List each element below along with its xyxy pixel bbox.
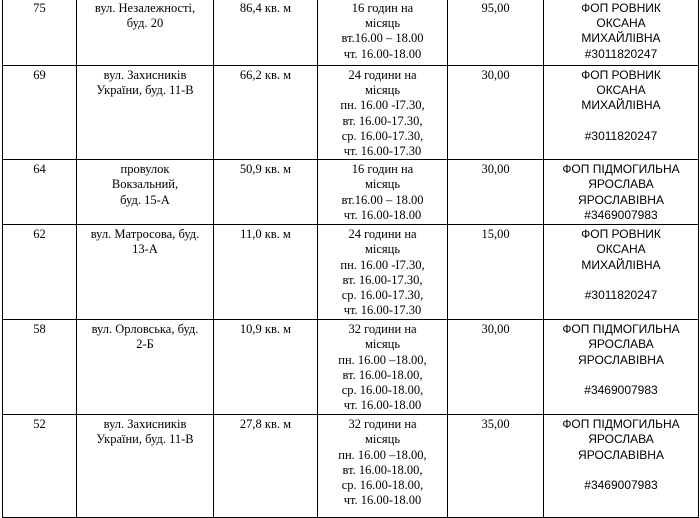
area-cell: 86,4 кв. м (214, 0, 318, 66)
organization-cell-line: ФОП РОВНИК (581, 1, 661, 15)
organization-cell-line (546, 368, 696, 383)
schedule-cell-line: 32 години на (348, 417, 417, 432)
organization-cell-line: ОКСАНА (596, 83, 646, 98)
schedule-cell-line: місяць (364, 16, 401, 31)
address-cell-line: Вокзальний, (111, 177, 179, 192)
schedule-cell-line: 24 години на (348, 68, 417, 82)
price-cell: 30,00 (448, 320, 544, 415)
address-cell-line: вул. Захисників (103, 68, 187, 82)
organization-cell-line: #3469007983 (584, 383, 658, 398)
organization-cell-line: МИХАЙЛІВНА (581, 98, 661, 113)
schedule-cell-line: місяць (364, 242, 401, 257)
schedule-cell-line: вт. 16.00-17.30, (342, 113, 423, 128)
schedule-cell-line: 24 години на (348, 227, 417, 242)
address-cell-line: вул. Незалежності, (94, 1, 196, 15)
address-cell-line: буд. 20 (126, 16, 164, 31)
schedule-cell-line: 16 годин на (351, 162, 414, 177)
row-number-cell: 75 (3, 0, 77, 66)
organization-cell (544, 0, 699, 66)
schedule-cell-line: місяць (364, 83, 401, 98)
schedule-cell-line: пн. 16.00 –18.00, (338, 352, 427, 367)
organization-cell-line: МИХАЙЛІВНА (581, 257, 661, 272)
organization-cell-line: ЯРОСЛАВІВНА (578, 447, 664, 462)
organization-cell-line: ФОП ПІДМОГИЛЬНА (562, 162, 680, 177)
address-cell (77, 66, 214, 160)
schedule-cell (318, 0, 448, 66)
schedule-cell-line: 32 години на (348, 322, 417, 337)
address-cell (77, 415, 214, 518)
organization-cell-line: ФОП РОВНИК (581, 227, 661, 242)
schedule-cell-line: ср. 16.00-17.30, (341, 128, 424, 143)
organization-cell-line: ЯРОСЛАВА (588, 177, 654, 192)
organization-cell-line (546, 463, 696, 478)
schedule-cell-line: вт. 16.00-17.30, (342, 272, 423, 287)
organization-cell-line: ОКСАНА (596, 16, 646, 31)
address-cell-line: вул. Матросова, буд. (90, 227, 200, 242)
schedule-cell-line: чт. 16.00-17.30 (343, 303, 422, 318)
schedule-cell-line: вт. 16.00-18.00, (342, 367, 423, 382)
table-row (3, 320, 699, 415)
organization-cell-line: #3469007983 (584, 478, 658, 493)
organization-cell-line: ФОП ПІДМОГИЛЬНА (562, 417, 680, 432)
organization-cell-line: ОКСАНА (596, 242, 646, 257)
organization-cell-line: #3011820247 (584, 288, 658, 303)
organization-cell (544, 66, 699, 160)
address-cell-line: України, буд. 11-В (96, 83, 194, 98)
organization-cell-line: ФОП ПІДМОГИЛЬНА (562, 322, 680, 337)
organization-cell-line: МИХАЙЛІВНА (581, 31, 661, 46)
organization-cell (544, 160, 699, 225)
address-cell-line: буд. 15-А (120, 192, 170, 207)
schedule-cell-line: ср. 16.00-17.30, (341, 288, 424, 303)
address-cell-line: 13-А (132, 242, 158, 257)
organization-cell (544, 415, 699, 518)
schedule-cell-line: 16 годин на (351, 1, 414, 15)
organization-cell-line (546, 114, 696, 129)
row-number-cell: 64 (3, 160, 77, 225)
area-cell: 66,2 кв. м (214, 66, 318, 160)
schedule-cell-line: пн. 16.00 –18.00, (338, 447, 427, 462)
schedule-cell-line: місяць (364, 337, 401, 352)
organization-cell-line: ЯРОСЛАВІВНА (578, 352, 664, 367)
schedule-cell-line: чт. 16.00-17.30 (343, 144, 422, 159)
organization-cell-line: ЯРОСЛАВА (588, 337, 654, 352)
organization-cell-line: ФОП РОВНИК (581, 68, 661, 82)
table-row (3, 225, 699, 320)
price-cell: 95,00 (448, 0, 544, 66)
row-number-cell: 62 (3, 225, 77, 320)
address-cell (77, 160, 214, 225)
row-number-cell: 58 (3, 320, 77, 415)
schedule-cell-line: чт. 16.00-18.00 (343, 207, 422, 222)
table-row (3, 160, 699, 225)
organization-cell-line: #3469007983 (584, 207, 658, 222)
price-cell: 30,00 (448, 66, 544, 160)
schedule-cell (318, 160, 448, 225)
schedule-cell (318, 66, 448, 160)
schedule-cell-line: вт. 16.00-18.00, (342, 462, 423, 477)
schedule-cell (318, 320, 448, 415)
schedule-cell-line: пн. 16.00 -І7.30, (340, 98, 425, 113)
row-number-cell: 52 (3, 415, 77, 518)
schedule-cell-line: вт.16.00 – 18.00 (341, 192, 424, 207)
table-row (3, 415, 699, 518)
area-cell: 10,9 кв. м (214, 320, 318, 415)
schedule-cell (318, 415, 448, 518)
schedule-cell-line: місяць (364, 177, 401, 192)
schedule-cell-line: місяць (364, 432, 401, 447)
address-cell (77, 0, 214, 66)
organization-cell-line: ЯРОСЛАВА (588, 432, 654, 447)
address-cell-line: 2-Б (136, 337, 154, 352)
price-cell: 15,00 (448, 225, 544, 320)
organization-cell-line: #3011820247 (584, 128, 658, 143)
schedule-cell-line: ср. 16.00-18.00, (341, 383, 424, 398)
lease-table (2, 0, 699, 518)
address-cell (77, 225, 214, 320)
schedule-cell-line: ср. 16.00-18.00, (341, 478, 424, 493)
area-cell: 27,8 кв. м (214, 415, 318, 518)
organization-cell-line: ЯРОСЛАВІВНА (578, 192, 664, 207)
area-cell: 50,9 кв. м (214, 160, 318, 225)
row-number-cell: 69 (3, 66, 77, 160)
address-cell (77, 320, 214, 415)
schedule-cell (318, 225, 448, 320)
price-cell: 35,00 (448, 415, 544, 518)
price-cell: 30,00 (448, 160, 544, 225)
schedule-cell-line: чт. 16.00-18.00 (343, 493, 422, 508)
address-cell-line: України, буд. 11-В (96, 432, 194, 447)
schedule-cell-line: чт. 16.00-18.00 (343, 46, 422, 61)
schedule-cell-line: пн. 16.00 -І7.30, (340, 257, 425, 272)
address-cell-line: вул. Захисників (103, 417, 187, 432)
organization-cell (544, 225, 699, 320)
table-row (3, 0, 699, 66)
organization-cell-line (546, 273, 696, 288)
table-body (3, 0, 699, 518)
organization-cell-line: #3011820247 (584, 46, 658, 61)
organization-cell (544, 320, 699, 415)
address-cell-line: провулок (120, 162, 170, 177)
area-cell: 11,0 кв. м (214, 225, 318, 320)
table-row (3, 66, 699, 160)
schedule-cell-line: чт. 16.00-18.00 (343, 398, 422, 413)
address-cell-line: вул. Орловська, буд. (91, 322, 199, 337)
schedule-cell-line: вт.16.00 – 18.00 (341, 31, 424, 46)
